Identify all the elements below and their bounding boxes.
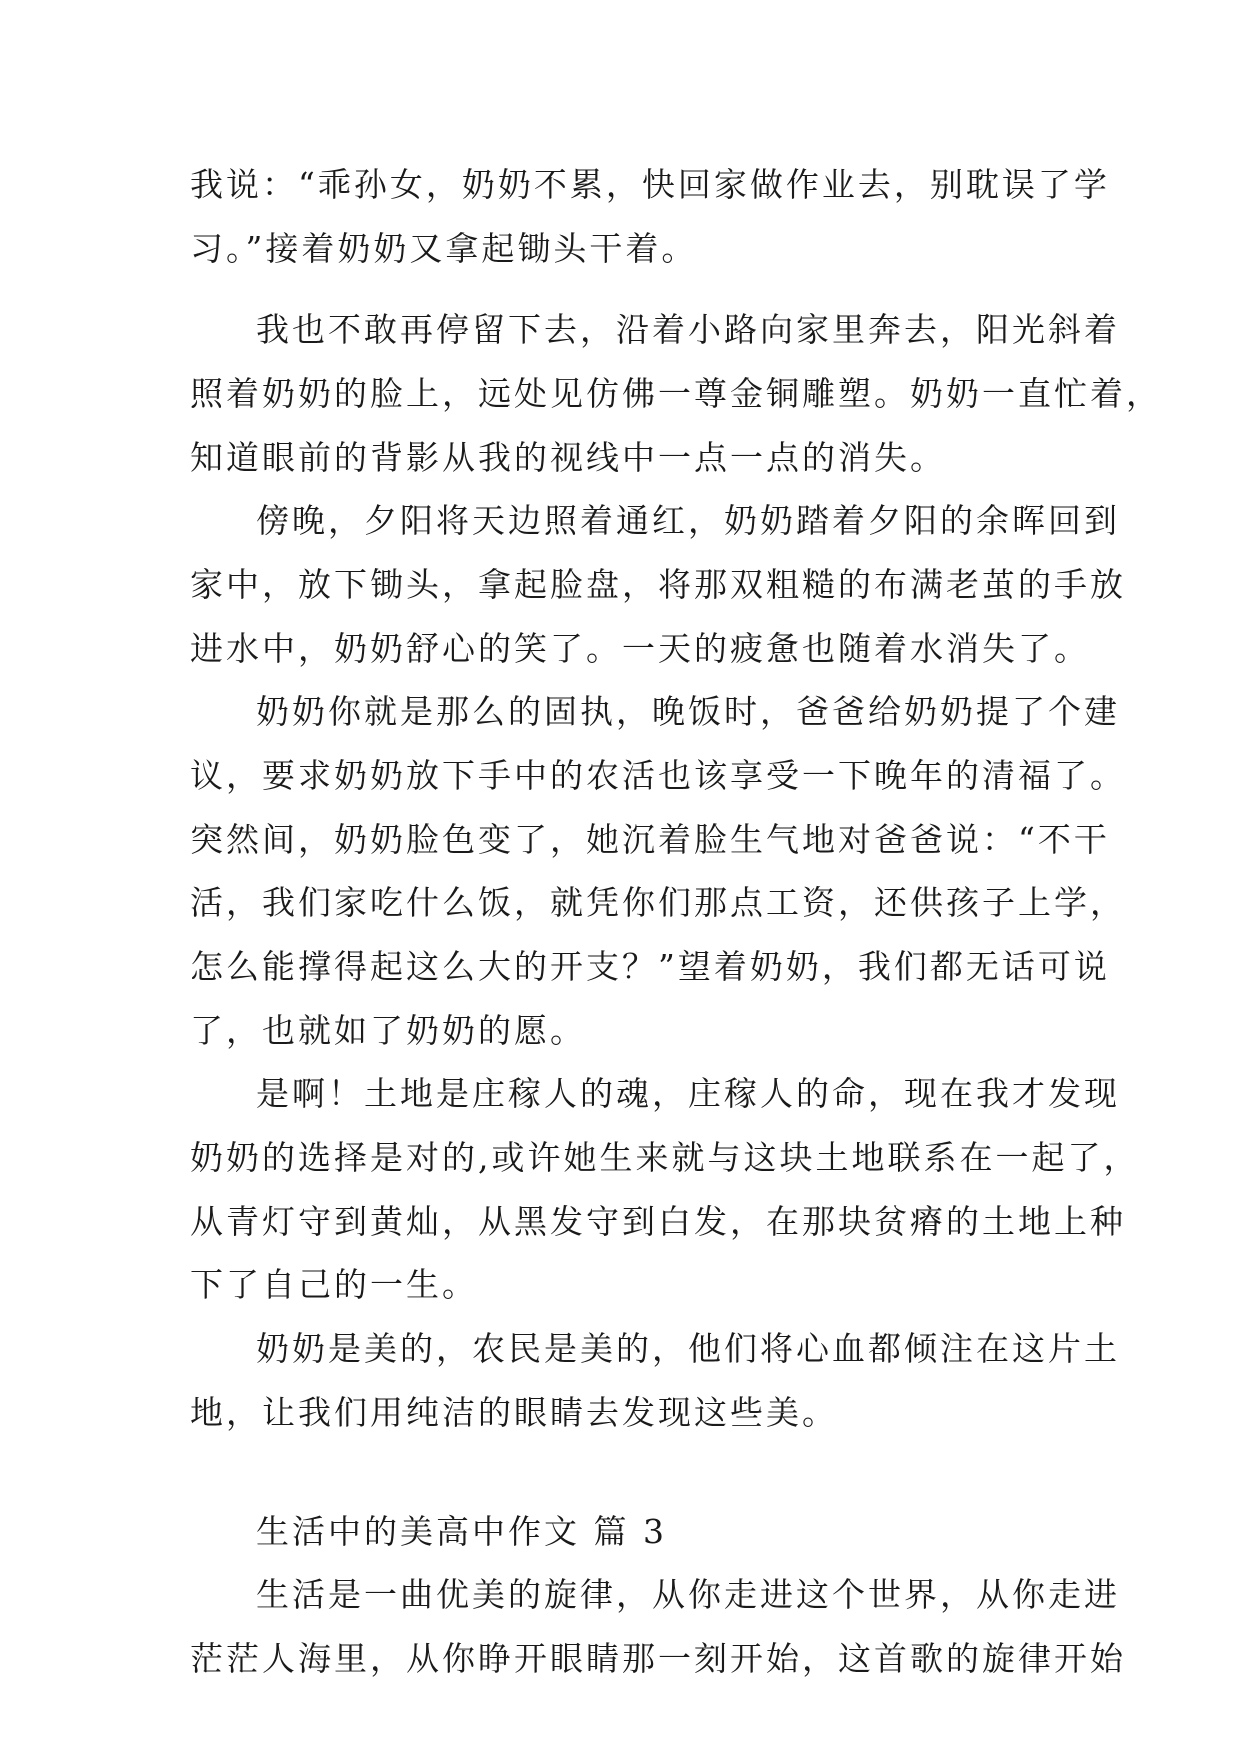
paragraph-line: 进水中，奶奶舒心的笑了。一天的疲惫也随着水消失了。 (190, 629, 1090, 668)
paragraph-line: 我也不敢再停留下去，沿着小路向家里奔去，阳光斜着 (256, 310, 1120, 349)
section-heading: 生活中的美高中作文 篇 3 (256, 1512, 667, 1551)
paragraph-line: 傍晚，夕阳将天边照着通红，奶奶踏着夕阳的余晖回到 (256, 501, 1120, 540)
paragraph-line: 奶奶你就是那么的固执，晚饭时，爸爸给奶奶提了个建 (256, 692, 1120, 731)
paragraph-line: 地，让我们用纯洁的眼睛去发现这些美。 (190, 1393, 838, 1432)
paragraph-line: 议，要求奶奶放下手中的农活也该享受一下晚年的清福了。 (190, 756, 1126, 795)
paragraph-line: 家中，放下锄头，拿起脸盘，将那双粗糙的布满老茧的手放 (190, 565, 1126, 604)
paragraph-line: 习。”接着奶奶又拿起锄头干着。 (190, 229, 698, 268)
paragraph-line: 下了自己的一生。 (190, 1265, 478, 1304)
paragraph-line: 从青灯守到黄灿，从黑发守到白发，在那块贫瘠的土地上种 (190, 1202, 1126, 1241)
paragraph-line: 茫茫人海里，从你睁开眼睛那一刻开始，这首歌的旋律开始 (190, 1639, 1126, 1678)
paragraph-line: 怎么能撑得起这么大的开支？”望着奶奶，我们都无话可说 (190, 947, 1110, 986)
paragraph-line: 生活是一曲优美的旋律，从你走进这个世界，从你走进 (256, 1575, 1120, 1614)
paragraph-line: 是啊！土地是庄稼人的魂，庄稼人的命，现在我才发现 (256, 1074, 1120, 1113)
paragraph-line: 知道眼前的背影从我的视线中一点一点的消失。 (190, 438, 946, 477)
paragraph-line: 突然间，奶奶脸色变了，她沉着脸生气地对爸爸说：“不干 (190, 820, 1110, 859)
paragraph-line: 奶奶是美的，农民是美的，他们将心血都倾注在这片土 (256, 1329, 1120, 1368)
paragraph-line: 我说：“乖孙女，奶奶不累，快回家做作业去，别耽误了学 (190, 165, 1110, 204)
paragraph-line: 照着奶奶的脸上，远处见仿佛一尊金铜雕塑。奶奶一直忙着， (190, 374, 1162, 413)
paragraph-line: 奶奶的选择是对的,或许她生来就与这块土地联系在一起了， (190, 1138, 1140, 1177)
paragraph-line: 了，也就如了奶奶的愿。 (190, 1011, 586, 1050)
paragraph-line: 活，我们家吃什么饭，就凭你们那点工资，还供孩子上学， (190, 883, 1126, 922)
